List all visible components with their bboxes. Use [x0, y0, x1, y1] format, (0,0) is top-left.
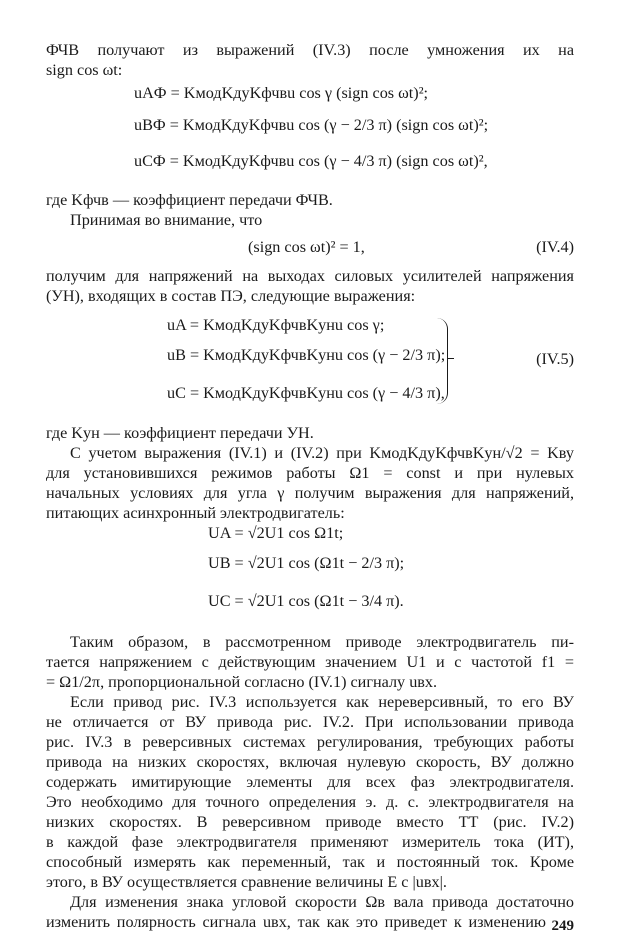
text-line: способный измерять как переменный, так и постоянный ток. Кроме [46, 853, 574, 871]
equation: uA = KмодKдуKфчвKунu cos γ; [167, 316, 385, 334]
text-line: С учетом выражения (IV.1) и (IV.2) при KмодKдуKфчвKун/√2 = Kву [70, 444, 574, 462]
text-line: питающих асинхронный электродвигатель: [46, 504, 345, 522]
text-line: = Ω1/2π, пропорциональной согласно (IV.1) сигналу uвх. [46, 673, 438, 691]
text-line: в каждой фазе электродвигателя применяют измеритель тока (ИТ), [46, 833, 574, 851]
text-line: sign cos ωt: [46, 61, 123, 79]
equation: uBФ = KмодKдуKфчвu cos (γ − 2/3 π) (sign cos ωt)²; [134, 116, 489, 134]
text-line: привода на низких скоростях, включая нулевую скорость, ВУ должно [46, 753, 574, 771]
text-line: начальных условиях для угла γ получим выражения для напряжений, [46, 484, 574, 502]
text-line: этого, в ВУ осуществляется сравнение величины E с |uвх|. [46, 873, 447, 891]
text-line: для установившихся режимов работы Ω1 = const и при нулевых [46, 464, 574, 482]
equation: uCФ = KмодKдуKфчвu cos (γ − 4/3 π) (sign cos ωt)², [134, 152, 488, 170]
text-line: рис. IV.3 в реверсивных системах регулирования, требующих работы [46, 733, 574, 751]
text-line: где Kфчв — коэффициент передачи ФЧВ. [46, 191, 333, 209]
system-brace [437, 318, 448, 404]
text-line: Принимая во внимание, что [70, 211, 263, 229]
equation: (sign cos ωt)² = 1, [248, 238, 365, 256]
text-line: Если привод рис. IV.3 используется как нереверсивный, то его ВУ [70, 693, 574, 711]
text-line: (УН), входящих в состав ПЭ, следующие выражения: [46, 287, 416, 305]
equation: UB = √2U1 cos (Ω1t − 2/3 π); [208, 554, 405, 572]
equation: uAФ = KмодKдуKфчвu cos γ (sign cos ωt)²; [134, 84, 429, 102]
text-line: изменить полярность сигнала uвх, так как это приведет к изменению [46, 913, 546, 931]
text-line: не отличается от ВУ привода рис. IV.2. При использовании привода [46, 713, 574, 731]
text-line: ФЧВ получают из выражений (IV.3) после умножения их на [46, 41, 574, 59]
text-line: тается напряжением с действующим значением U1 и с частотой f1 = [46, 653, 574, 671]
equation: uB = KмодKдуKфчвKунu cos (γ − 2/3 π); [167, 346, 446, 364]
text-line: где Kун — коэффициент передачи УН. [46, 424, 314, 442]
text-line: Для изменения знака угловой скорости Ωв вала привода достаточно [70, 893, 574, 911]
text-line: низких скоростях. В реверсивном приводе вместо ТТ (рис. IV.2) [46, 813, 574, 831]
text-line: Таким образом, в рассмотренном приводе электродвигатель пи- [70, 633, 574, 651]
text-line: содержать имитирующие элементы для всех фаз электродвигателя. [46, 773, 574, 791]
equation: UC = √2U1 cos (Ω1t − 3/4 π). [208, 592, 404, 610]
equation: uC = KмодKдуKфчвKунu cos (γ − 4/3 π), [167, 384, 445, 402]
equation-number: (IV.4) [536, 238, 574, 256]
equation-number: (IV.5) [536, 350, 574, 368]
text-line: Это необходимо для точного определения э. д. с. электродвигателя на [46, 793, 574, 811]
equation: UA = √2U1 cos Ω1t; [208, 524, 344, 542]
text-line: получим для напряжений на выходах силовых усилителей напряжения [46, 267, 574, 285]
page-number: 249 [551, 918, 574, 934]
